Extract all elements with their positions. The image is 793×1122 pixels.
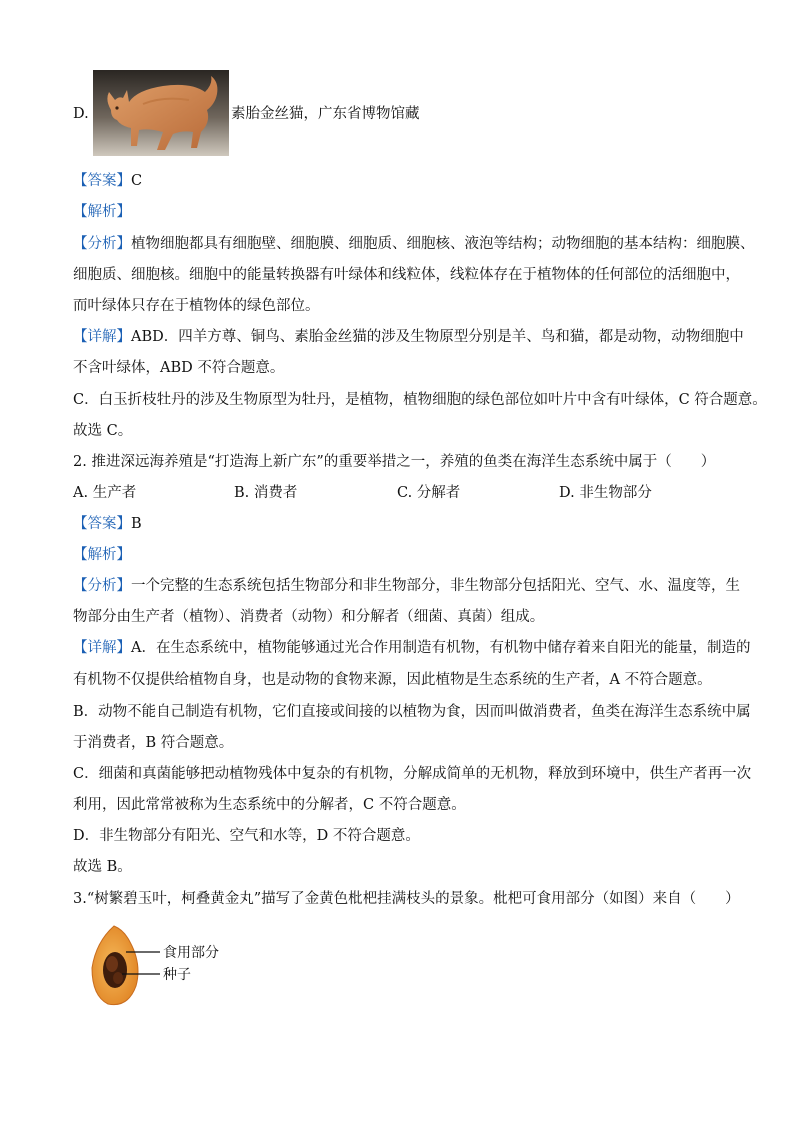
q2-stem: 2. 推进深远海养殖是“打造海上新广东”的重要举措之一，养殖的鱼类在海洋生态系统中属于（ ） bbox=[73, 454, 716, 470]
q3-stem: 3.“树繁碧玉叶，柯叠黄金丸”描写了金黄色枇杷挂满枝头的景象。枇杷可食用部分（如图）来自（ ） bbox=[73, 891, 740, 907]
figure-label-seed: 种子 bbox=[163, 967, 191, 983]
loquat-cross-section-figure bbox=[86, 924, 246, 1006]
q1-answer: C bbox=[131, 173, 143, 189]
figure-label-edible-part: 食用部分 bbox=[163, 945, 219, 961]
q2-fenxi-text-1: 一个完整的生态系统包括生物部分和非生物部分，非生物部分包括阳光、空气、水、温度等，生 bbox=[131, 578, 740, 594]
q2-xiangjie-line-6: 利用，因此常常被称为生态系统中的分解者，C 不符合题意。 bbox=[73, 797, 466, 813]
fenxi-tag: 【分析】 bbox=[73, 578, 131, 594]
q1-xiangjie-line-1 bbox=[73, 327, 744, 347]
q2-xiangjie-text-1: A．在生态系统中，植物能够通过光合作用制造有机物，有机物中储存着来自阳光的能量，制造的 bbox=[131, 640, 751, 656]
q2-option-d: D. 非生物部分 bbox=[559, 485, 652, 501]
q1-answer-line bbox=[73, 171, 142, 191]
q1-xiangjie-line-2: 不含叶绿体，ABD 不符合题意。 bbox=[73, 360, 285, 376]
cat-sculpture-image bbox=[93, 70, 229, 156]
q1-fenxi-line-1 bbox=[73, 234, 755, 254]
q1-analysis-tag: 【解析】 bbox=[73, 204, 131, 220]
q2-option-a: A. 生产者 bbox=[73, 485, 137, 501]
q2-answer-line bbox=[73, 514, 142, 534]
xiangjie-tag: 【详解】 bbox=[73, 329, 131, 345]
q1-fenxi-text-1: 植物细胞都具有细胞壁、细胞膜、细胞质、细胞核、液泡等结构；动物细胞的基本结构：细胞膜、 bbox=[131, 236, 755, 252]
q1-xiangjie-text-1: ABD．四羊方尊、铜鸟、素胎金丝猫的涉及生物原型分别是羊、鸟和猫，都是动物，动物细胞中 bbox=[131, 329, 744, 345]
q2-option-c: C. 分解者 bbox=[397, 485, 461, 501]
q1-fenxi-line-2: 细胞质、细胞核。细胞中的能量转换器有叶绿体和线粒体，线粒体存在于植物体的任何部位的活细胞中， bbox=[73, 267, 740, 283]
q2-xiangjie-line-3: B．动物不能自己制造有机物，它们直接或间接的以植物为食，因而叫做消费者，鱼类在海洋生态系统中属 bbox=[73, 704, 751, 720]
q2-xiangjie-line-5: C．细菌和真菌能够把动植物残体中复杂的有机物，分解成简单的无机物，释放到环境中，供生产者再一次 bbox=[73, 766, 752, 782]
q1-option-d-letter: D. bbox=[73, 106, 89, 122]
q1-option-d-text: 素胎金丝猫，广东省博物馆藏 bbox=[231, 106, 420, 122]
q2-analysis-tag: 【解析】 bbox=[73, 547, 131, 563]
q2-xiangjie-line-4: 于消费者，B 符合题意。 bbox=[73, 735, 234, 751]
q2-fenxi-line-1 bbox=[73, 576, 740, 596]
q2-xiangjie-line-7: D．非生物部分有阳光、空气和水等，D 不符合题意。 bbox=[73, 828, 420, 844]
q1-xiangjie-line-4: 故选 C。 bbox=[73, 423, 133, 439]
q1-fenxi-line-3: 而叶绿体只存在于植物体的绿色部位。 bbox=[73, 298, 320, 314]
q2-fenxi-line-2: 物部分由生产者（植物）、消费者（动物）和分解者（细菌、真菌）组成。 bbox=[73, 609, 545, 625]
fenxi-tag: 【分析】 bbox=[73, 236, 131, 252]
answer-tag: 【答案】 bbox=[73, 516, 131, 532]
q1-xiangjie-line-3: C．白玉折枝牡丹的涉及生物原型为牡丹，是植物，植物细胞的绿色部位如叶片中含有叶绿体，C 符合题意。 bbox=[73, 392, 767, 408]
xiangjie-tag: 【详解】 bbox=[73, 640, 131, 656]
q2-answer: B bbox=[131, 516, 142, 532]
answer-tag: 【答案】 bbox=[73, 173, 131, 189]
q2-xiangjie-line-1 bbox=[73, 638, 750, 658]
q2-option-b: B. 消费者 bbox=[234, 485, 298, 501]
q2-xiangjie-line-2: 有机物不仅提供给植物自身，也是动物的食物来源，因此植物是生态系统的生产者，A 不符合题意。 bbox=[73, 672, 712, 688]
q2-xiangjie-line-8: 故选 B。 bbox=[73, 859, 132, 875]
